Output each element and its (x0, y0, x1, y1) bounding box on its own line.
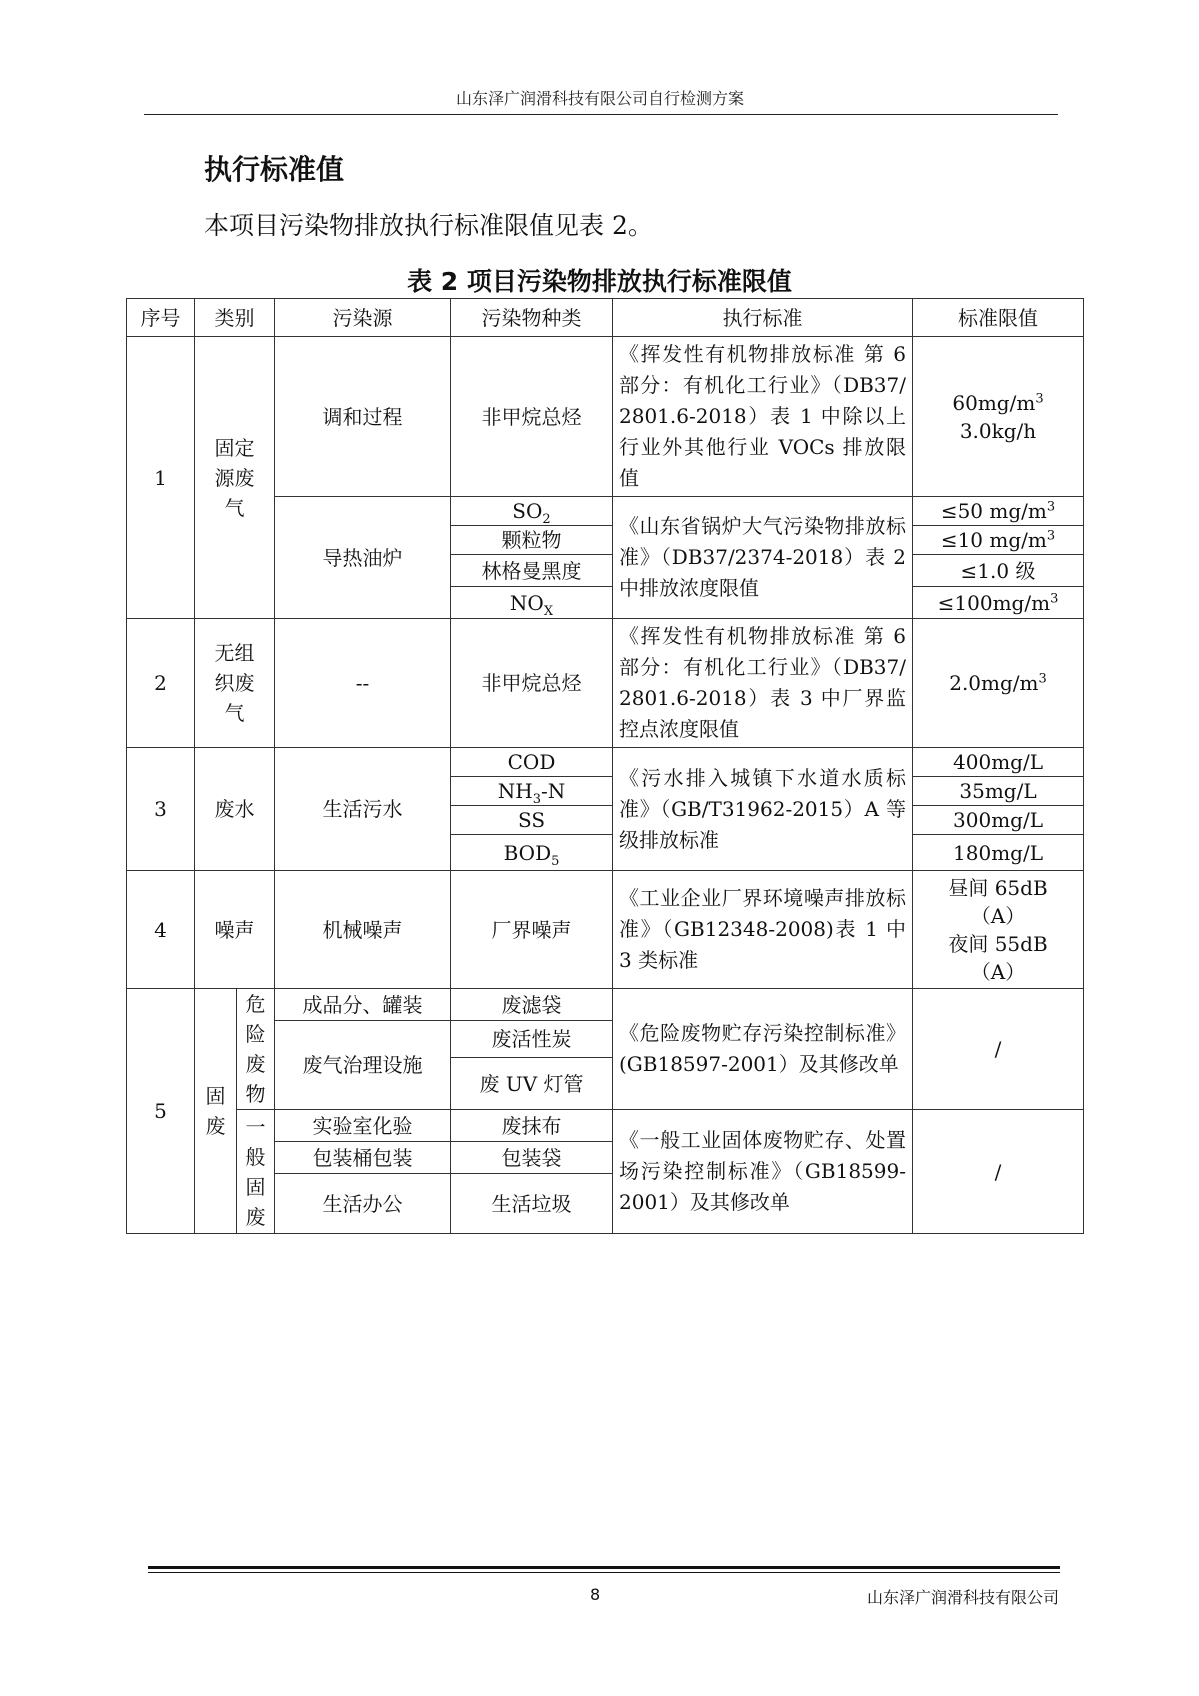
table-row (127, 337, 1084, 497)
category-cell: 无组 织废 气 (195, 619, 275, 748)
limit-cell: $2.0mg/m^3$ (913, 619, 1084, 748)
header-cell: 类别 (195, 299, 275, 337)
header-cell: 标准限值 (913, 299, 1084, 337)
standard-cell: 《山东省锅炉大气污染物排放标准》（DB37/2374-2018）表 2 中排放浓度限值 (613, 497, 913, 619)
pollutant-cell: 颗粒物 (451, 526, 613, 555)
footer-rule-thin (148, 1572, 1060, 1573)
header-cell: 污染源 (275, 299, 451, 337)
pollutant-cell: $NH_3-N$ (451, 777, 613, 806)
section-title: 执行标准值 (204, 153, 345, 186)
standard-cell: 《危险废物贮存污染控制标准》(GB18597-2001）及其修改单 (613, 989, 913, 1110)
running-header: 山东泽广润滑科技有限公司自行检测方案 (455, 89, 744, 108)
table-caption: 表 2 项目污染物排放执行标准限值 (407, 267, 792, 296)
limit-cell: $60mg/m^3$ 3.0kg/h (913, 337, 1084, 497)
row-number: 3 (127, 748, 195, 871)
source-cell: 实验室化验 (275, 1110, 451, 1142)
table-header-row (127, 299, 1084, 337)
limit-cell: 180mg/L (913, 835, 1084, 871)
standard-cell: 《一般工业固体废物贮存、处置场污染控制标准》（GB18599-2001）及其修改单 (613, 1110, 913, 1234)
pollutant-cell: 包装袋 (451, 1142, 613, 1174)
page-number: 8 (590, 1585, 601, 1604)
header-cell: 污染物种类 (451, 299, 613, 337)
source-cell: 导热油炉 (275, 497, 451, 619)
source-cell: 调和过程 (275, 337, 451, 497)
pollutant-cell: 废 UV 灯管 (451, 1058, 613, 1110)
header-cell: 序号 (127, 299, 195, 337)
table-row (127, 989, 1084, 1021)
row-number: 1 (127, 337, 195, 619)
limit-cell: 35mg/L (913, 777, 1084, 806)
source-cell: 包装桶包装 (275, 1142, 451, 1174)
intro-paragraph: 本项目污染物排放执行标准限值见表 2。 (204, 211, 653, 240)
category-cell: 噪声 (195, 871, 275, 989)
source-cell: 机械噪声 (275, 871, 451, 989)
limit-cell: 300mg/L (913, 806, 1084, 835)
limit-cell: ≤1.0 级 (913, 555, 1084, 587)
header-rule (144, 114, 1058, 115)
standard-cell: 《挥发性有机物排放标准 第 6 部分：有机化工行业》（DB37/ 2801.6-2018）表 3 中厂界监控点浓度限值 (613, 619, 913, 748)
limit-cell: $\le 100mg/m^3$ (913, 587, 1084, 619)
footer-company: 山东泽广润滑科技有限公司 (866, 1588, 1059, 1607)
row-number: 4 (127, 871, 195, 989)
table-row (127, 748, 1084, 777)
header-cell: 执行标准 (613, 299, 913, 337)
source-cell: 生活办公 (275, 1174, 451, 1234)
category-cell: 固定 源废 气 (195, 337, 275, 619)
category-cell: 固 废 (195, 989, 237, 1234)
standard-cell: 《工业企业厂界环境噪声排放标准》（GB12348-2008)表 1 中 3 类标准 (613, 871, 913, 989)
source-cell: 成品分、罐装 (275, 989, 451, 1021)
limit-cell: / (913, 989, 1084, 1110)
pollutant-cell: $BOD_5$ (451, 835, 613, 871)
pollutant-cell: SS (451, 806, 613, 835)
pollutant-cell: 林格曼黑度 (451, 555, 613, 587)
pollutant-cell: 非甲烷总烃 (451, 619, 613, 748)
table-row (127, 1110, 1084, 1142)
pollutant-cell: $SO_2$ (451, 497, 613, 526)
limit-cell: ≤10 $mg/m^3$ (913, 526, 1084, 555)
pollutant-cell: 非甲烷总烃 (451, 337, 613, 497)
standard-cell: 《污水排入城镇下水道水质标准》（GB/T31962-2015）A 等级排放标准 (613, 748, 913, 871)
source-cell: -- (275, 619, 451, 748)
pollutant-cell: 厂界噪声 (451, 871, 613, 989)
limit-cell: 400mg/L (913, 748, 1084, 777)
pollutant-cell: 废活性炭 (451, 1021, 613, 1058)
category-cell: 废水 (195, 748, 275, 871)
table-row (127, 871, 1084, 989)
footer-rule-thick (148, 1566, 1060, 1569)
pollutant-cell: 废抹布 (451, 1110, 613, 1142)
table-row (127, 619, 1084, 748)
row-number: 5 (127, 989, 195, 1234)
standards-table (126, 298, 1084, 1234)
limit-cell: ≤50 $mg/m^3$ (913, 497, 1084, 526)
pollutant-cell: 废滤袋 (451, 989, 613, 1021)
subcategory-hazardous: 危 险 废 物 (237, 989, 275, 1110)
pollutant-cell: 生活垃圾 (451, 1174, 613, 1234)
subcategory-general: 一 般 固 废 (237, 1110, 275, 1234)
limit-cell: 昼间 65dB （A） 夜间 55dB （A） (913, 871, 1084, 989)
row-number: 2 (127, 619, 195, 748)
source-cell: 废气治理设施 (275, 1021, 451, 1110)
source-cell: 生活污水 (275, 748, 451, 871)
pollutant-cell: $NO_X$ (451, 587, 613, 619)
limit-cell: / (913, 1110, 1084, 1234)
pollutant-cell: COD (451, 748, 613, 777)
standard-cell: 《挥发性有机物排放标准 第 6 部分：有机化工行业》（DB37/ 2801.6-2018）表 1 中除以上行业外其他行业 VOCs 排放限值 (613, 337, 913, 497)
